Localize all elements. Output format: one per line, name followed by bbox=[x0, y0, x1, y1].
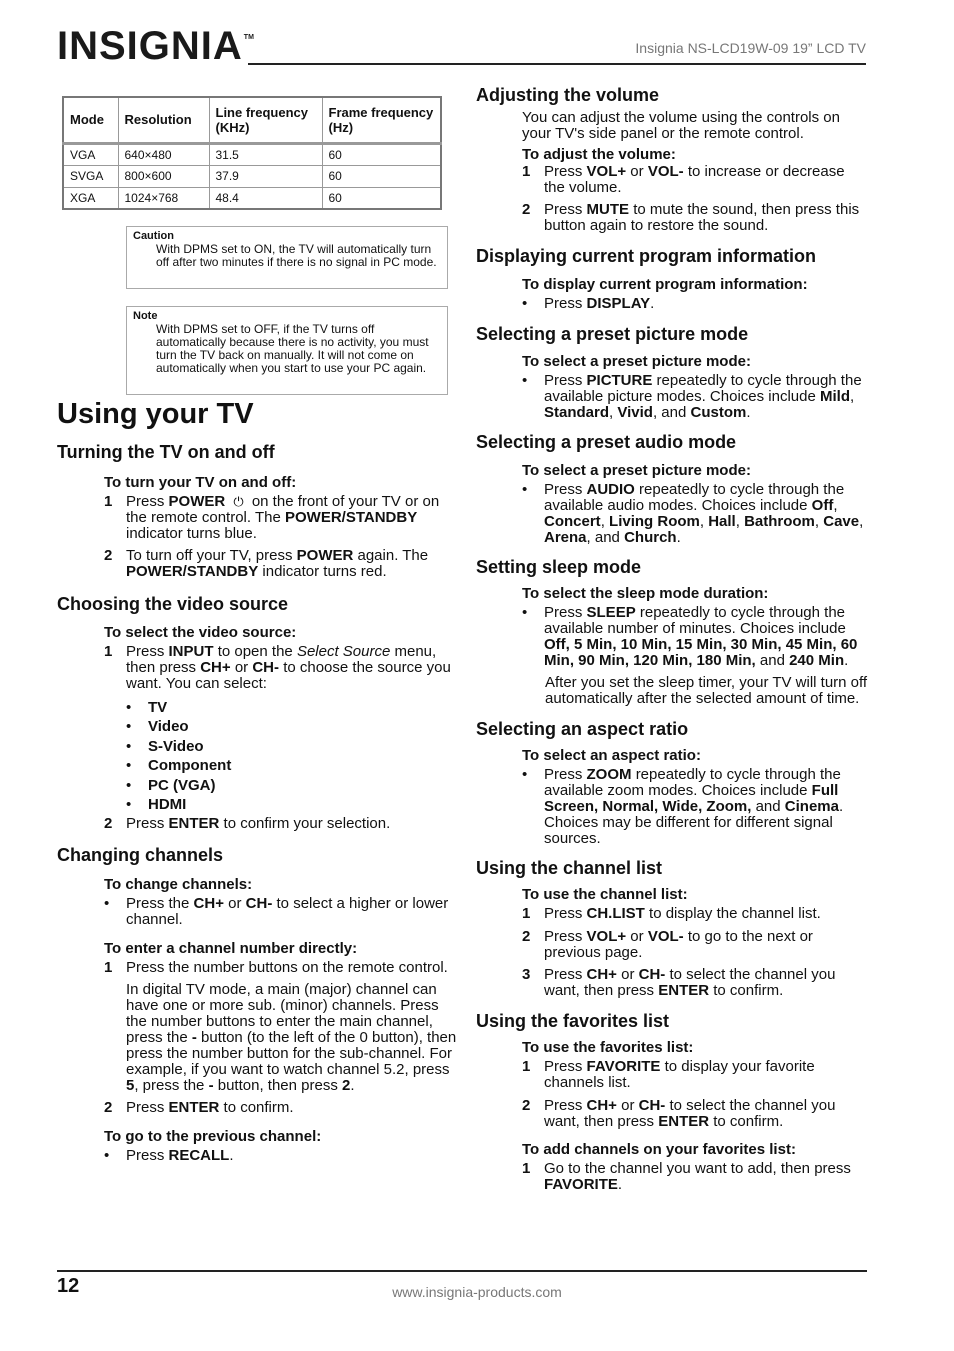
sleep-paragraph: After you set the sleep timer, your TV will turn off automatically after the selected amount of time. bbox=[545, 674, 868, 707]
list-item: • Press PICTURE repeatedly to cycle through the available picture modes. Choices include Mild, Standard, Vivid, and Custom. bbox=[522, 372, 862, 421]
table-cell: 60 bbox=[322, 143, 441, 165]
header-rule bbox=[248, 63, 866, 65]
section-heading-program-info: Displaying current program information bbox=[476, 246, 817, 266]
subheading: To display current program information: bbox=[522, 276, 808, 293]
table-cell: 640×480 bbox=[118, 143, 209, 165]
section-heading-volume: Adjusting the volume bbox=[476, 85, 660, 105]
table-header-row bbox=[63, 97, 441, 143]
list-item: 2 Press VOL+ or VOL- to go to the next or previous page. bbox=[522, 928, 813, 961]
subheading: To select an aspect ratio: bbox=[522, 747, 701, 764]
caution-label: Caution bbox=[133, 230, 174, 242]
table-cell: 1024×768 bbox=[118, 187, 209, 209]
list-item: • S-Video bbox=[126, 737, 204, 755]
note-text: With DPMS set to OFF, if the TV turns off automatically because there is no activity, you must turn the TV back on manually. It will not come on automatically when you start to use your PC again. bbox=[156, 322, 429, 375]
list-item: • Press DISPLAY. bbox=[522, 295, 655, 312]
audio-mode-body bbox=[476, 462, 868, 546]
turning-on-off-body bbox=[57, 474, 457, 580]
aspect-ratio-body bbox=[476, 747, 868, 847]
section-heading-favorites-list: Using the favorites list bbox=[476, 1011, 670, 1031]
list-item: 2 Press MUTE to mute the sound, then press this button again to restore the sound. bbox=[522, 201, 860, 234]
table-cell: XGA bbox=[63, 187, 118, 209]
list-item: • Video bbox=[126, 718, 189, 736]
section-heading-aspect-ratio: Selecting an aspect ratio bbox=[476, 719, 689, 739]
table-row bbox=[63, 187, 441, 209]
subheading: To select a preset picture mode: bbox=[522, 462, 751, 479]
picture-mode-body bbox=[476, 353, 868, 421]
list-item: 3 Press CH+ or CH- to select the channel you want, then press ENTER to confirm. bbox=[522, 966, 836, 999]
subheading: To use the favorites list: bbox=[522, 1039, 694, 1056]
header-title: Insignia NS-LCD19W-09 19” LCD TV bbox=[635, 40, 866, 56]
channel-list-body bbox=[476, 886, 868, 999]
table-cell: 800×600 bbox=[118, 165, 209, 187]
program-info-body bbox=[476, 276, 868, 312]
list-item: • Press ZOOM repeatedly to cycle through the available zoom modes. Choices include Full Screen, Normal, Wide, Zoom, and Cinema. Choices may be different for different signal sources. bbox=[522, 766, 844, 847]
subheading: To change channels: bbox=[104, 876, 253, 894]
list-item: 2 Press CH+ or CH- to select the channel you want, then press ENTER to confirm. bbox=[522, 1097, 836, 1130]
table-row bbox=[63, 143, 441, 165]
resolution-table bbox=[62, 96, 442, 210]
list-item: • Press the CH+ or CH- to select a higher or lower channel. bbox=[104, 895, 449, 929]
left-column bbox=[57, 397, 457, 1164]
right-column bbox=[476, 84, 868, 1193]
source-list bbox=[104, 698, 457, 814]
list-item: 1 Press FAVORITE to display your favorite channels list. bbox=[522, 1058, 815, 1091]
subheading: To use the channel list: bbox=[522, 886, 688, 903]
list-item: • Press SLEEP repeatedly to cycle through the available number of minutes. Choices include Off, 5 Min, 10 Min, 15 Min, 30 Min, 45 Min, 60 Min, 90 Min, 120 Min, 180 Min, and 240 Min. bbox=[522, 604, 858, 669]
power-icon: ⏻ bbox=[233, 494, 244, 509]
note-box bbox=[126, 306, 448, 395]
subheading: To go to the previous channel: bbox=[104, 1128, 322, 1146]
table-cell: 60 bbox=[322, 187, 441, 209]
list-item: • Press RECALL. bbox=[104, 1147, 234, 1165]
insignia-logo: INSIGNIA™ bbox=[57, 24, 254, 68]
subheading: To adjust the volume: bbox=[522, 146, 676, 163]
table-cell: 37.9 bbox=[209, 165, 322, 187]
section-heading-audio-mode: Selecting a preset audio mode bbox=[476, 432, 737, 452]
table-row bbox=[63, 165, 441, 187]
volume-body bbox=[476, 110, 868, 234]
sleep-mode-body bbox=[476, 585, 868, 707]
list-item: • HDMI bbox=[126, 796, 187, 814]
list-item: • Press AUDIO repeatedly to cycle through the available audio modes. Choices include Off, Concert, Living Room, Hall, Bathroom, Cave, Arena, and Church. bbox=[522, 481, 864, 546]
list-item: 1 Go to the channel you want to add, then press FAVORITE. bbox=[522, 1160, 851, 1193]
list-item: 2 Press ENTER to confirm your selection. bbox=[104, 815, 391, 833]
list-item: 1 Press VOL+ or VOL- to increase or decrease the volume. bbox=[522, 163, 845, 196]
table-cell: VGA bbox=[63, 143, 118, 165]
table-cell: 31.5 bbox=[209, 143, 322, 165]
subheading: To select a preset picture mode: bbox=[522, 353, 751, 370]
section-heading-sleep-mode: Setting sleep mode bbox=[476, 557, 642, 577]
section-heading-channel-list: Using the channel list bbox=[476, 858, 663, 878]
subheading: To add channels on your favorites list: bbox=[522, 1141, 796, 1158]
caution-box bbox=[126, 226, 448, 289]
section-heading-turning-on-off: Turning the TV on and off bbox=[57, 442, 275, 462]
list-item: 2 Press ENTER to confirm. bbox=[104, 1099, 294, 1117]
table-cell: 60 bbox=[322, 165, 441, 187]
section-heading-changing-channels: Changing channels bbox=[57, 845, 224, 866]
list-item: • TV bbox=[126, 699, 168, 716]
table-cell: SVGA bbox=[63, 165, 118, 187]
note-label: Note bbox=[133, 310, 158, 322]
list-item: 1 Press the number buttons on the remote control. bbox=[104, 959, 448, 977]
subheading: To enter a channel number directly: bbox=[104, 940, 358, 958]
digital-tv-paragraph: In digital TV mode, a main (major) channel can have one or more sub. (minor) channels. Press the number buttons to enter the main channel, press the - button (to the left of the 0 button), then press the number button for the sub-channel. For example, if you want to watch channel 5.2, press 5, press the - button, then press 2. bbox=[126, 981, 457, 1095]
list-item: 1 Press POWER ⏻ on the front of your TV or on the remote control. The POWER/STANDBY indicator turns blue. bbox=[104, 493, 440, 542]
section-heading-picture-mode: Selecting a preset picture mode bbox=[476, 324, 749, 344]
subheading: To turn your TV on and off: bbox=[104, 474, 297, 491]
table-header: Resolution bbox=[118, 97, 209, 143]
caution-text: With DPMS set to ON, the TV will automatically turn off after two minutes if there is no signal in PC mode. bbox=[156, 242, 437, 269]
list-item: 1 Press INPUT to open the Select Source menu, then press CH+ or CH- to choose the source you want. You can select: bbox=[104, 643, 451, 692]
footer-rule bbox=[57, 1270, 867, 1272]
volume-intro: You can adjust the volume using the controls on your TV's side panel or the remote control. bbox=[522, 109, 840, 142]
table-header: Mode bbox=[63, 97, 118, 143]
subheading: To select the sleep mode duration: bbox=[522, 585, 769, 602]
section-heading-video-source: Choosing the video source bbox=[57, 594, 289, 614]
table-header: Frame frequency (Hz) bbox=[322, 97, 441, 143]
footer-url: www.insignia-products.com bbox=[392, 1284, 562, 1300]
list-item: • Component bbox=[126, 757, 232, 775]
table-cell: 48.4 bbox=[209, 187, 322, 209]
favorites-list-body bbox=[476, 1039, 868, 1193]
changing-channels-body bbox=[57, 876, 457, 1164]
list-item: 2 To turn off your TV, press POWER again. The POWER/STANDBY indicator turns red. bbox=[104, 547, 429, 580]
list-item: 1 Press CH.LIST to display the channel list. bbox=[522, 905, 821, 922]
video-source-body bbox=[57, 624, 457, 832]
table-header: Line frequency (KHz) bbox=[209, 97, 322, 143]
page-title: Using your TV bbox=[57, 398, 254, 430]
page-number: 12 bbox=[57, 1275, 80, 1297]
subheading: To select the video source: bbox=[104, 624, 297, 641]
list-item: • PC (VGA) bbox=[126, 776, 216, 794]
